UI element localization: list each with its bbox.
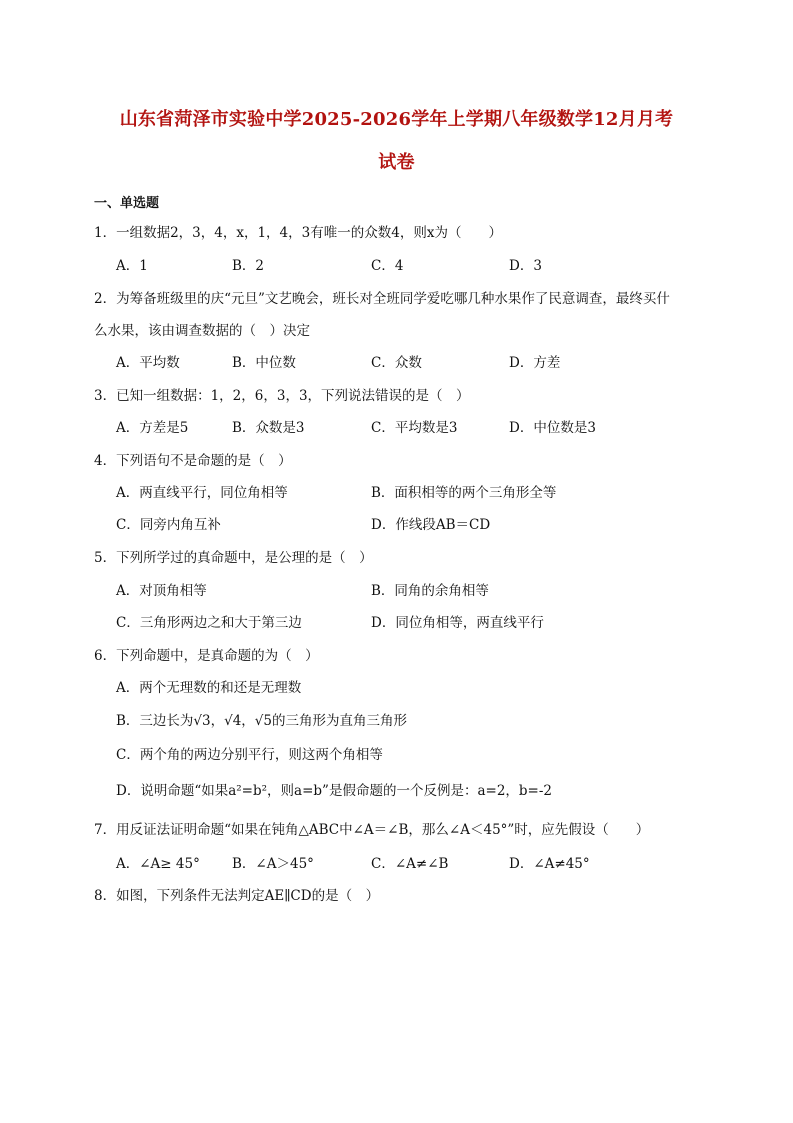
q5-option-a: A．对顶角相等 [116,583,207,599]
q3-option-a: A．方差是5 [116,420,189,436]
question-4-text: 4．下列语句不是命题的是（ ） [94,453,292,469]
question-7-text: 7．用反证法证明命题“如果在钝角△ABC中∠A＝∠B，那么∠A＜45°”时，应先假设（ ） [94,822,650,838]
q6-option-c: C．两个角的两边分别平行，则这两个角相等 [116,747,383,763]
q3-option-c: C．平均数是3 [371,420,458,436]
question-5-text: 5．下列所学过的真命题中，是公理的是（ ） [94,550,373,566]
q1-option-a: A．1 [116,258,148,274]
q7-option-a: A．∠A≥ 45° [116,856,200,872]
q1-option-c: C．4 [371,258,404,274]
q4-option-c: C．同旁内角互补 [116,517,221,533]
q7-option-b: B．∠A＞45° [232,856,314,872]
q2-option-b: B．中位数 [232,355,296,371]
question-6-text: 6．下列命题中，是真命题的为（ ） [94,648,319,664]
question-2-text-line1: 2．为筹备班级里的庆“元旦”文艺晚会，班长对全班同学爱吃哪几种水果作了民意调查，最终买什 [94,291,670,307]
q4-option-d: D．作线段AB＝CD [371,517,491,533]
q7-option-d: D．∠A≠45° [509,856,590,872]
question-8-text: 8．如图，下列条件无法判定AE∥CD的是（ ） [94,888,380,904]
question-1-text: 1．一组数据2，3，4，x，1，4，3有唯一的众数4，则x为（ ） [94,225,502,241]
q2-option-c: C．众数 [371,355,422,371]
document-title-line2: 试卷 [378,152,415,173]
q4-option-a: A．两直线平行，同位角相等 [116,485,288,501]
q7-option-c: C．∠A≠∠B [371,856,449,872]
q5-option-c: C．三角形两边之和大于第三边 [116,615,302,631]
q6-option-b: B．三边长为√3，√4，√5的三角形为直角三角形 [116,713,407,729]
q5-option-b: B．同角的余角相等 [371,583,489,599]
q4-option-b: B．面积相等的两个三角形全等 [371,485,557,501]
q5-option-d: D．同位角相等，两直线平行 [371,615,544,631]
q3-option-b: B．众数是3 [232,420,305,436]
document-title-line1: 山东省菏泽市实验中学2025-2026学年上学期八年级数学12月月考 [119,109,674,130]
q6-option-a: A．两个无理数的和还是无理数 [116,680,302,696]
q2-option-d: D．方差 [509,355,561,371]
section-heading: 一、单选题 [94,196,160,211]
q2-option-a: A．平均数 [116,355,180,371]
q1-option-b: B．2 [232,258,265,274]
question-3-text: 3．已知一组数据：1，2，6，3，3，下列说法错误的是（ ） [94,388,470,404]
q3-option-d: D．中位数是3 [509,420,596,436]
q1-option-d: D．3 [509,258,542,274]
q6-option-d: D．说明命题“如果a²=b²，则a=b”是假命题的一个反例是：a=2，b=-2 [116,783,553,799]
question-2-text-line2: 么水果，该由调查数据的（ ）决定 [94,323,310,339]
